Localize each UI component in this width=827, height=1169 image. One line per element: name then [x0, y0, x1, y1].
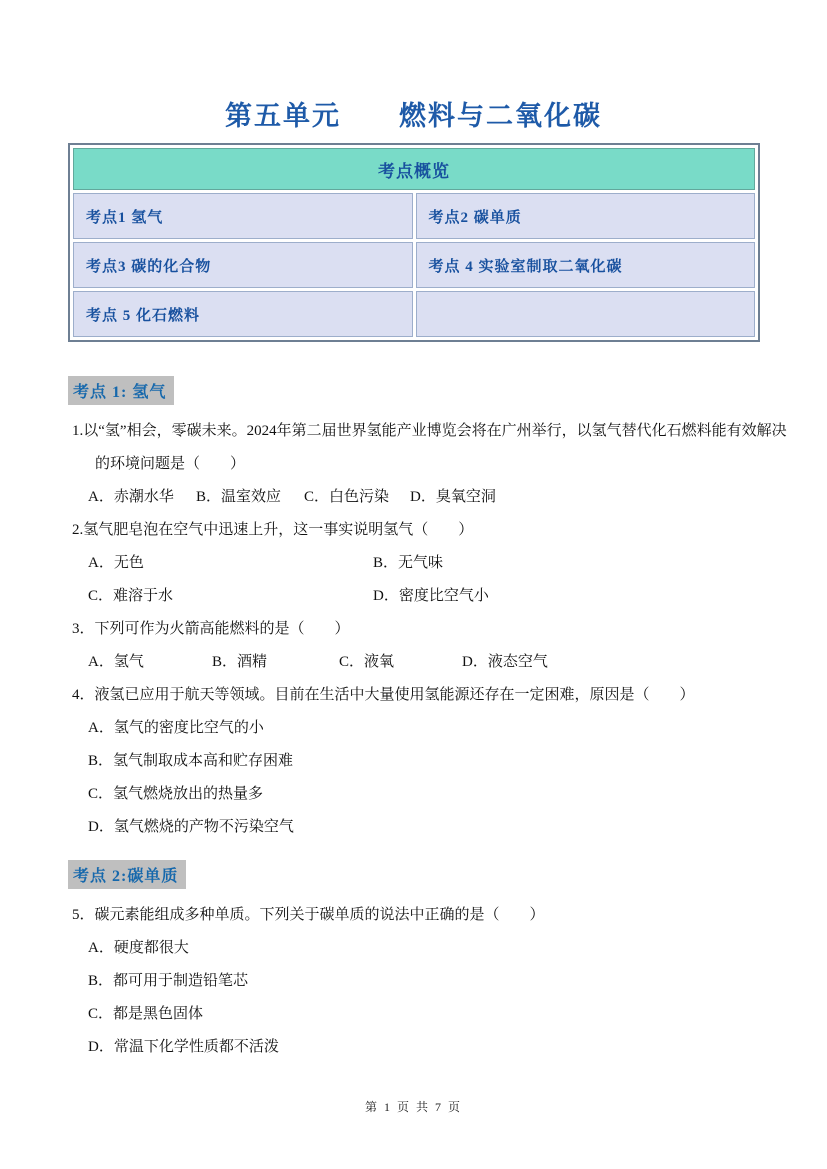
option-b: B．酒精 [212, 654, 268, 670]
option-d: D．氢气燃烧的产物不污染空气 [88, 819, 294, 835]
option-a: A．氢气的密度比空气的小 [88, 720, 264, 736]
question-2 [72, 514, 787, 613]
overview-cell-2: 考点2 碳单质 [416, 193, 756, 239]
overview-row [73, 242, 755, 288]
option-a: A．氢气 [88, 654, 144, 670]
overview-cell-5: 考点 5 化石燃料 [73, 291, 413, 337]
page-footer: 第 1 页 共 7 页 [364, 1100, 462, 1114]
overview-cell-1: 考点1 氢气 [73, 193, 413, 239]
question-5-options [72, 932, 787, 1064]
option-d: D．臭氧空洞 [410, 489, 496, 505]
option-b: B．无气味 [373, 555, 444, 571]
overview-cell-4: 考点 4 实验室制取二氧化碳 [416, 242, 756, 288]
overview-table [68, 143, 760, 342]
section-badge-1: 考点 1: 氢气 [68, 376, 174, 405]
option-d: D．液态空气 [462, 654, 548, 670]
question-1 [72, 415, 787, 514]
question-2-options [72, 547, 787, 613]
question-3-options [72, 646, 787, 679]
option-a: A．硬度都很大 [88, 940, 189, 956]
question-1-options [72, 481, 787, 514]
question-2-stem: 2.氢气肥皂泡在空气中迅速上升，这一事实说明氢气（ ） [72, 522, 474, 538]
overview-cell-3: 考点3 碳的化合物 [73, 242, 413, 288]
option-c: C．氢气燃烧放出的热量多 [88, 786, 264, 802]
question-4 [72, 679, 787, 844]
option-d: D．常温下化学性质都不活泼 [88, 1039, 279, 1055]
question-1-stem: 1.以“氢”相会，零碳未来。2024年第二届世界氢能产业博览会将在广州举行，以氢气替代化石燃料能有效解决的环境问题是（ ） [72, 423, 787, 472]
option-d: D．密度比空气小 [373, 588, 489, 604]
question-3-stem: 3．下列可作为火箭高能燃料的是（ ） [72, 621, 350, 637]
overview-row [73, 193, 755, 239]
option-c: C．难溶于水 [88, 588, 174, 604]
overview-header: 考点概览 [73, 148, 755, 190]
option-c: C．液氧 [339, 654, 395, 670]
option-a: A．无色 [88, 555, 144, 571]
option-b: B．都可用于制造铅笔芯 [88, 973, 249, 989]
option-c: C．白色污染 [304, 489, 390, 505]
overview-cell-empty [416, 291, 756, 337]
option-b: B．氢气制取成本高和贮存困难 [88, 753, 294, 769]
option-a: A．赤潮水华 [88, 489, 174, 505]
page-title: 第五单元 燃料与二氧化碳 [225, 101, 602, 131]
overview-header-row [73, 148, 755, 190]
overview-row [73, 291, 755, 337]
option-c: C．都是黑色固体 [88, 1006, 204, 1022]
question-4-options [72, 712, 787, 844]
question-4-stem: 4．液氢已应用于航天等领域。目前在生活中大量使用氢能源还存在一定困难，原因是（ ） [72, 687, 695, 703]
question-5 [72, 899, 787, 1064]
option-b: B．温室效应 [196, 489, 282, 505]
question-3 [72, 613, 787, 679]
section-badge-2: 考点 2:碳单质 [68, 860, 186, 889]
question-5-stem: 5．碳元素能组成多种单质。下列关于碳单质的说法中正确的是（ ） [72, 907, 545, 923]
